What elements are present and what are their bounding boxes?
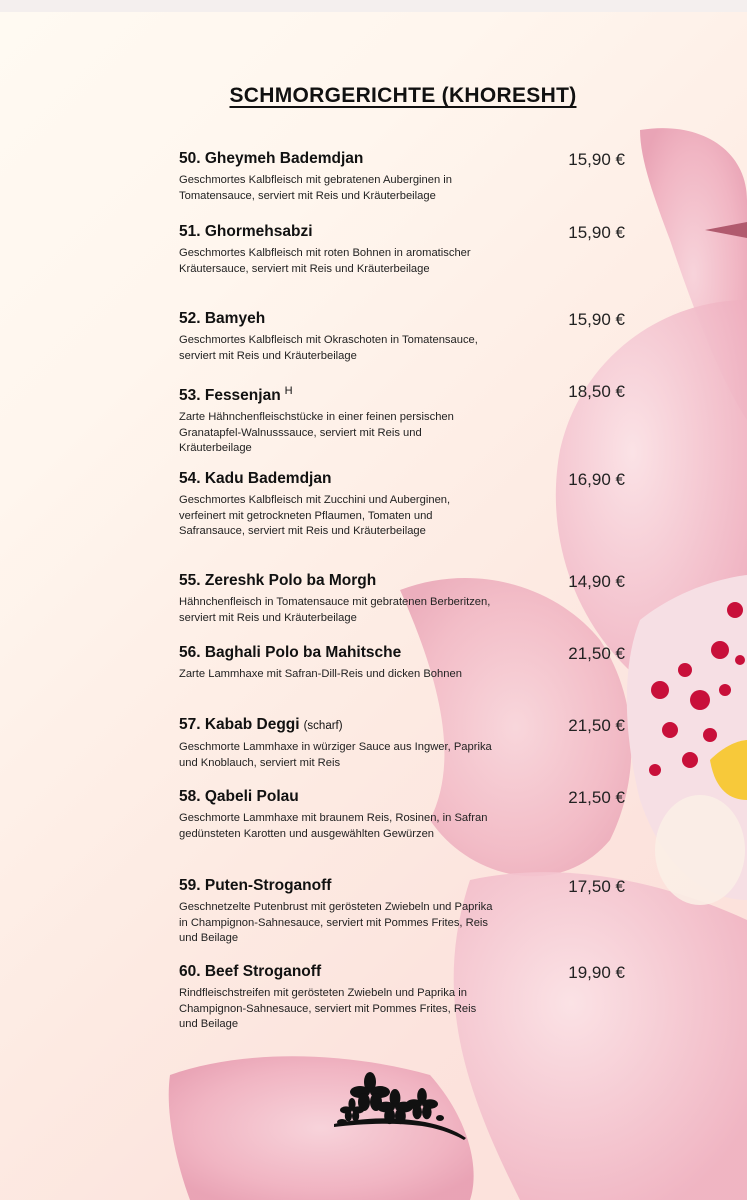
item-description: Geschmorte Lammhaxe in würziger Sauce aus Ingwer, Paprika und Knoblauch, serviert mit Reis bbox=[179, 741, 492, 769]
item-price: 17,50 € bbox=[568, 877, 625, 896]
page-title: SCHMORGERICHTE (KHORESHT) bbox=[229, 84, 577, 107]
menu-item bbox=[179, 470, 639, 540]
item-name: 59. Puten-Stroganoff bbox=[179, 877, 332, 894]
item-description: Geschmortes Kalbfleisch mit roten Bohnen in aromatischer Kräutersauce, serviert mit Reis und Kräuterbeilage bbox=[179, 247, 471, 275]
item-price: 15,90 € bbox=[568, 223, 625, 242]
item-price: 21,50 € bbox=[568, 644, 625, 663]
menu-item bbox=[179, 716, 639, 771]
item-description: Geschnetzelte Putenbrust mit gerösteten Zwiebeln und Paprika in Champignon-Sahnesauce, serviert mit Pommes Frites, Reis und Beilage bbox=[179, 901, 493, 944]
item-name: 56. Baghali Polo ba Mahitsche bbox=[179, 644, 402, 661]
item-name: 58. Qabeli Polau bbox=[179, 788, 299, 805]
item-description: Rindfleischstreifen mit gerösteten Zwiebeln und Paprika in Champignon-Sahnesauce, serviert mit Pommes Frites, Reis und Beilage bbox=[179, 987, 477, 1030]
item-tag: (scharf) bbox=[303, 720, 343, 732]
menu-item bbox=[179, 223, 639, 277]
item-name: 53. Fessenjan $^H$ bbox=[179, 385, 293, 405]
item-description: Geschmortes Kalbfleisch mit Okraschoten in Tomatensauce, serviert mit Reis und Kräuterbeilage bbox=[179, 334, 478, 362]
item-name: 51. Ghormehsabzi bbox=[179, 223, 313, 240]
menu-item bbox=[179, 382, 639, 457]
item-description: Geschmortes Kalbfleisch mit Zucchini und Auberginen, verfeinert mit getrockneten Pflaumen, Tomaten und Safransauce, serviert mit Reis und Kräuterbeilage bbox=[179, 494, 451, 537]
item-name: 52. Bamyeh bbox=[179, 310, 266, 327]
item-tag: H bbox=[284, 385, 293, 397]
item-price: 14,90 € bbox=[568, 572, 625, 591]
item-description: Geschmorte Lammhaxe mit braunem Reis, Rosinen, in Safran gedünsteten Karotten und ausgewählten Gewürzen bbox=[179, 812, 488, 840]
item-price: 18,50 € bbox=[568, 382, 625, 401]
item-description: Hähnchenfleisch in Tomatensauce mit gebratenen Berberitzen, serviert mit Reis und Kräuterbeilage bbox=[179, 596, 491, 624]
menu-item bbox=[179, 963, 639, 1033]
item-price: 16,90 € bbox=[568, 470, 625, 489]
item-price: 21,50 € bbox=[568, 716, 625, 735]
item-description: Zarte Hähnchenfleischstücke in einer feinen persischen Granatapfel-Walnusssauce, serviert mit Reis und Kräuterbeilage bbox=[179, 411, 454, 455]
item-price: 19,90 € bbox=[568, 963, 625, 982]
menu-item bbox=[179, 788, 639, 842]
item-name: 55. Zereshk Polo ba Morgh bbox=[179, 572, 377, 589]
item-price: 21,50 € bbox=[568, 788, 625, 807]
item-price: 15,90 € bbox=[568, 150, 625, 169]
menu-item bbox=[179, 572, 639, 626]
orchid-logo-icon bbox=[330, 1072, 470, 1142]
item-name: 57. Kabab Deggi (scharf) bbox=[179, 716, 343, 733]
item-description: Geschmortes Kalbfleisch mit gebratenen Auberginen in Tomatensauce, serviert mit Reis und Kräuterbeilage bbox=[179, 174, 453, 202]
item-price: 15,90 € bbox=[568, 310, 625, 329]
menu-item bbox=[179, 150, 639, 204]
menu-item bbox=[179, 644, 639, 683]
menu-item bbox=[179, 310, 639, 364]
item-description: Zarte Lammhaxe mit Safran-Dill-Reis und dicken Bohnen bbox=[179, 668, 462, 680]
menu-item bbox=[179, 877, 639, 947]
item-name: 54. Kadu Bademdjan bbox=[179, 470, 332, 487]
item-name: 60. Beef Stroganoff bbox=[179, 963, 322, 980]
item-name: 50. Gheymeh Bademdjan bbox=[179, 150, 364, 167]
